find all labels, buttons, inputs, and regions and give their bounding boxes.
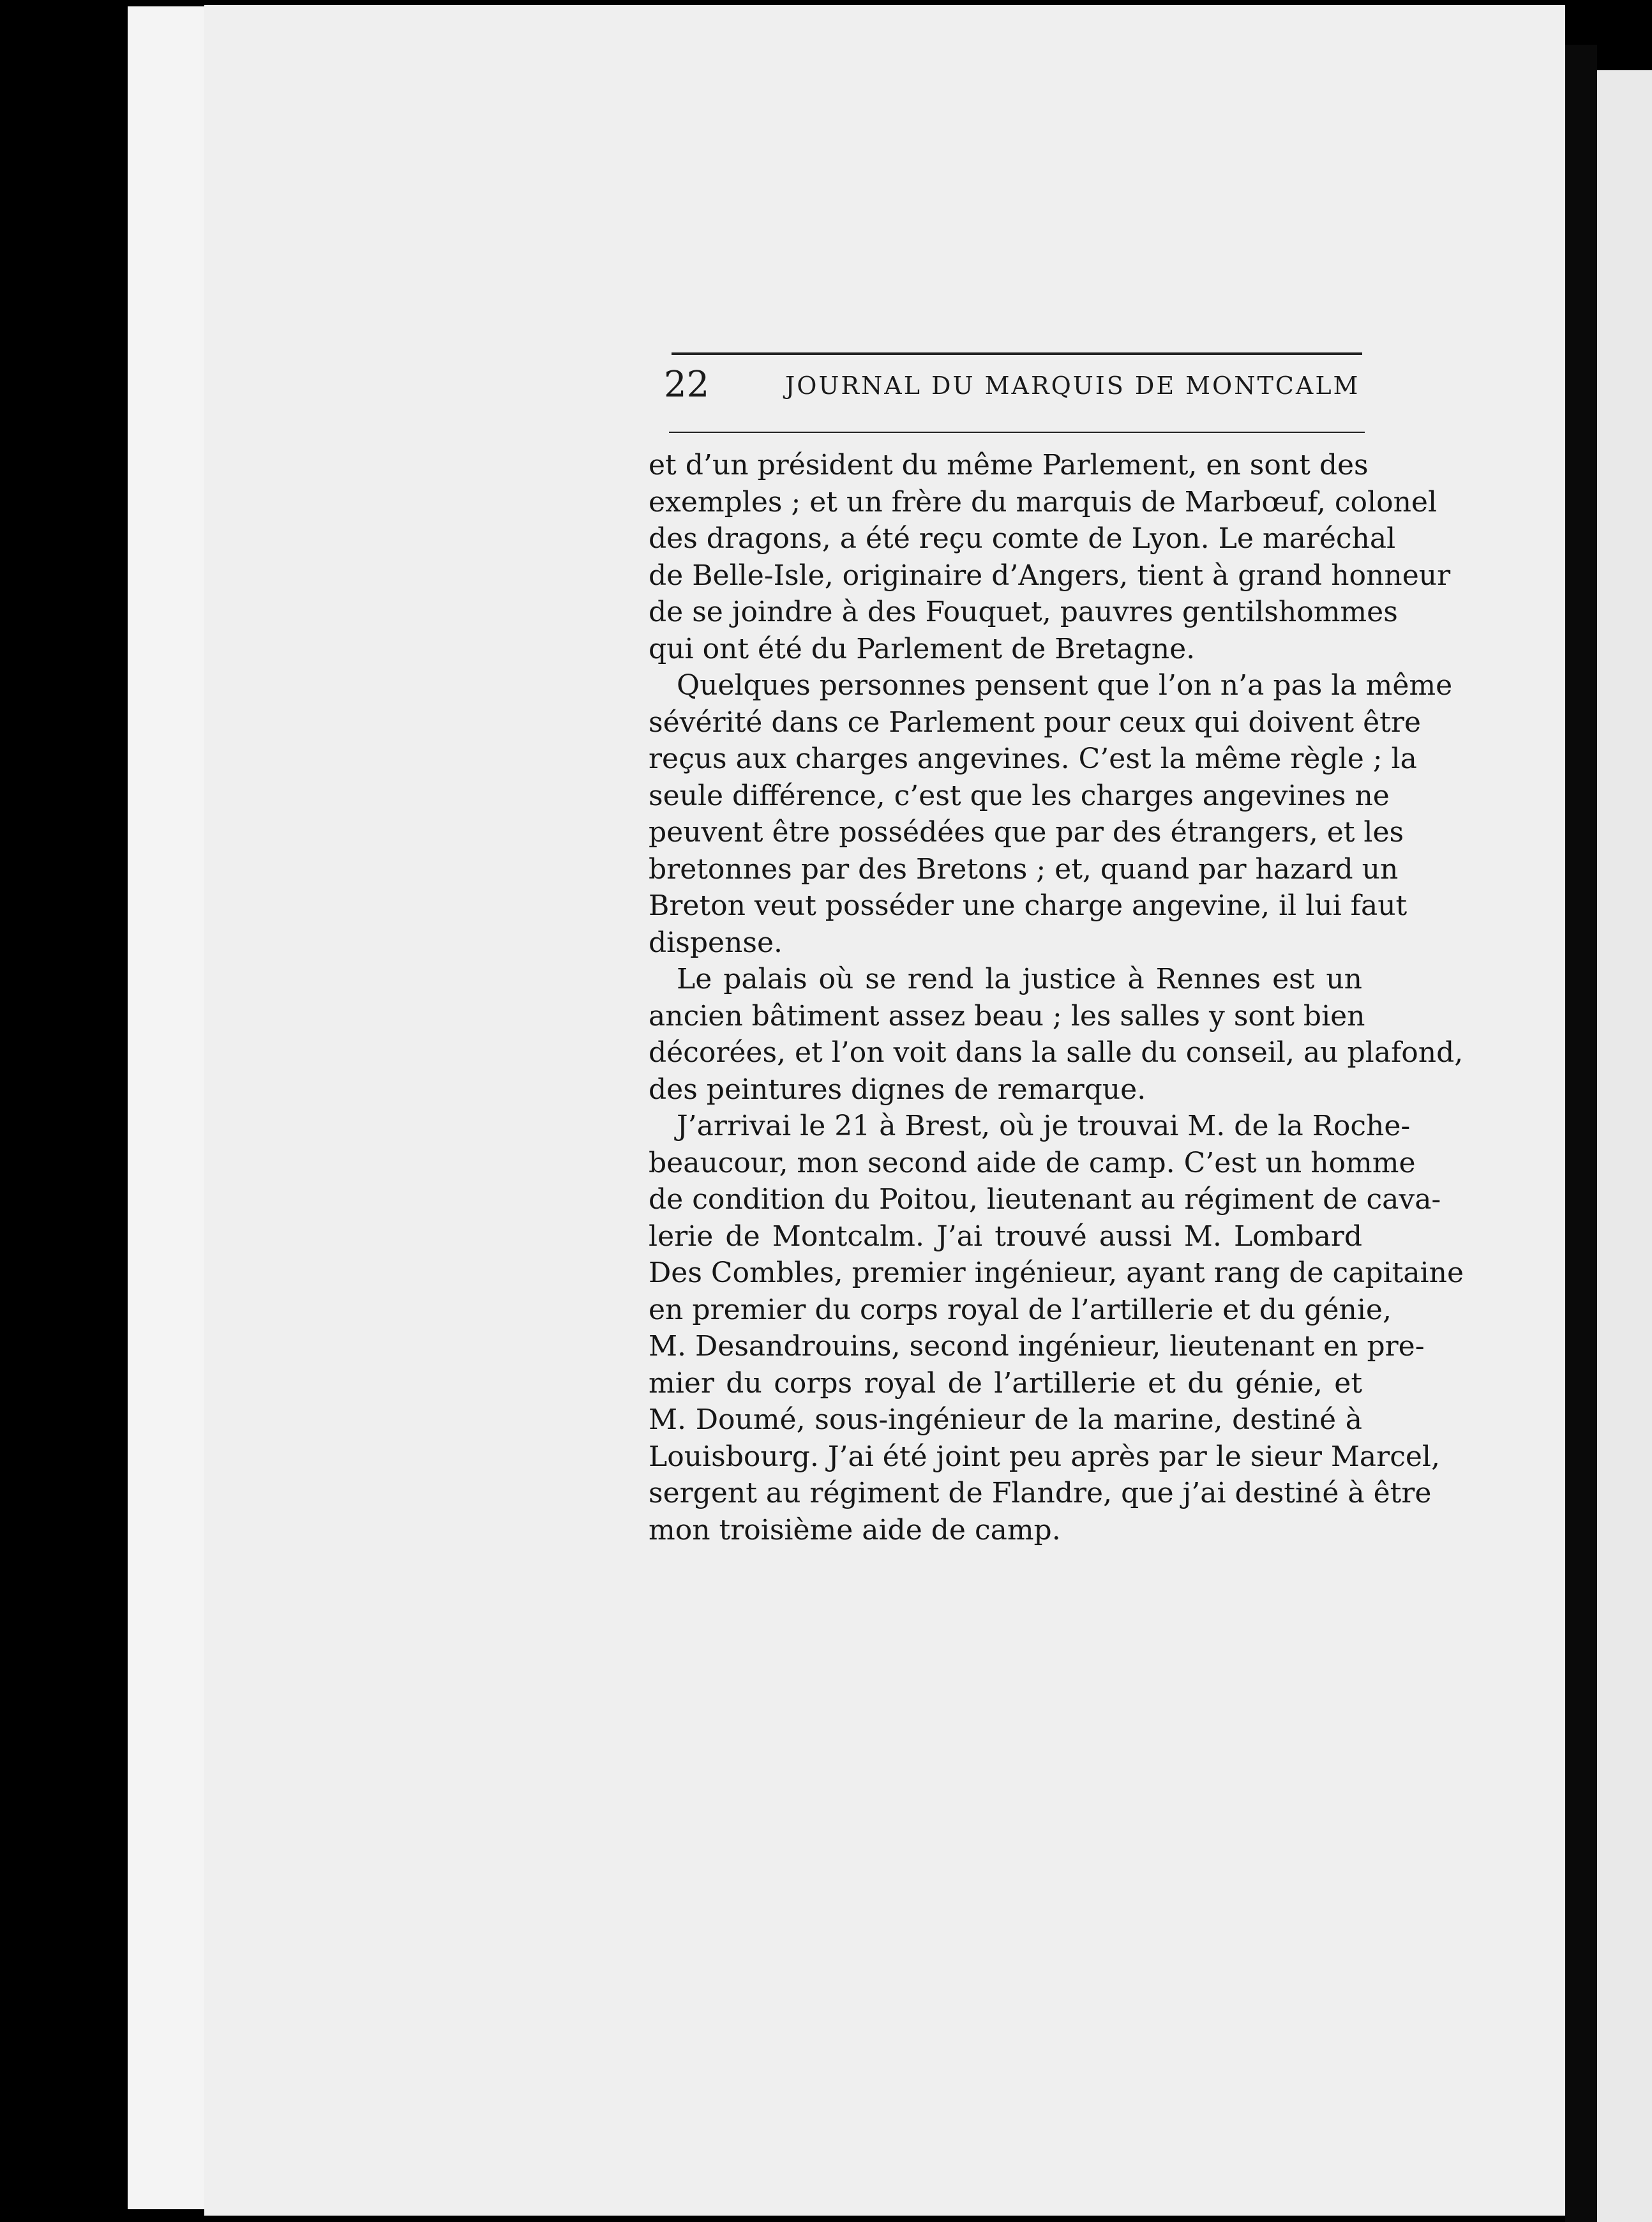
text-line: des peintures dignes de remarque. — [649, 1073, 1146, 1106]
page-header — [664, 364, 1366, 409]
page-edge-4 — [185, 6, 206, 2209]
text-line: de Belle-Isle, originaire d’Angers, tient à grand honneur — [649, 559, 1451, 592]
page-edge-2 — [147, 6, 168, 2209]
text-line: beaucour, mon second aide de camp. C’est un homme — [649, 1146, 1416, 1179]
text-line: des dragons, a été reçu comte de Lyon. Le maréchal — [649, 522, 1396, 555]
text-line: exemples ; et un frère du marquis de Marbœuf, colonel — [649, 485, 1438, 518]
text-line: lerie de Montcalm. J’ai trouvé aussi M. Lombard — [649, 1220, 1362, 1253]
header-bottom-rule — [669, 432, 1365, 433]
text-line: Quelques personnes pensent que l’on n’a pas la même — [677, 669, 1453, 702]
text-line: seule différence, c’est que les charges angevines ne — [649, 779, 1390, 812]
text-line: Breton veut posséder une charge angevine, il lui faut — [649, 889, 1408, 922]
text-line: J’arrivai le 21 à Brest, où je trouvai M. de la Roche- — [677, 1110, 1411, 1142]
text-line: ancien bâtiment assez beau ; les salles y sont bien — [649, 999, 1365, 1032]
text-line: bretonnes par des Bretons ; et, quand par hazard un — [649, 852, 1399, 886]
body-text — [649, 447, 1464, 1548]
text-line: sergent au régiment de Flandre, que j’ai destiné à être — [649, 1477, 1432, 1509]
page-edge-3 — [166, 6, 187, 2209]
text-line: peuvent être possédées que par des étrangers, et les — [649, 816, 1404, 849]
text-line: M. Doumé, sous-ingénieur de la marine, destiné à — [649, 1403, 1362, 1436]
text-line: de condition du Poitou, lieutenant au régiment de cava- — [649, 1183, 1441, 1216]
text-line: Le palais où se rend la justice à Rennes est un — [677, 963, 1362, 995]
text-line: M. Desandrouins, second ingénieur, lieutenant en pre- — [649, 1330, 1425, 1363]
text-line: mier du corps royal de l’artillerie et du génie, et — [649, 1366, 1362, 1400]
next-page-edge — [1597, 70, 1652, 2222]
text-line: reçus aux charges angevines. C’est la même règle ; la — [649, 743, 1417, 775]
text-line: Louisbourg. J’ai été joint peu après par le sieur Marcel, — [649, 1440, 1440, 1473]
page-number: 22 — [664, 364, 710, 405]
page-gutter-shadow — [1565, 45, 1597, 2222]
text-line: de se joindre à des Fouquet, pauvres gentilshommes — [649, 596, 1398, 628]
text-line: sévérité dans ce Parlement pour ceux qui doivent être — [649, 706, 1421, 739]
running-title: JOURNAL DU MARQUIS DE MONTCALM — [785, 372, 1360, 400]
page-edge-1 — [128, 6, 149, 2209]
text-line: en premier du corps royal de l’artillerie et du génie, — [649, 1293, 1392, 1326]
text-line: décorées, et l’on voit dans la salle du conseil, au plafond, — [649, 1036, 1464, 1069]
header-top-rule — [672, 352, 1362, 355]
text-line: et d’un président du même Parlement, en sont des — [649, 449, 1369, 481]
text-line: dispense. — [649, 926, 783, 959]
text-line: Des Combles, premier ingénieur, ayant rang de capitaine — [649, 1257, 1464, 1289]
text-line: mon troisième aide de camp. — [649, 1513, 1061, 1546]
text-line: qui ont été du Parlement de Bretagne. — [649, 632, 1196, 665]
